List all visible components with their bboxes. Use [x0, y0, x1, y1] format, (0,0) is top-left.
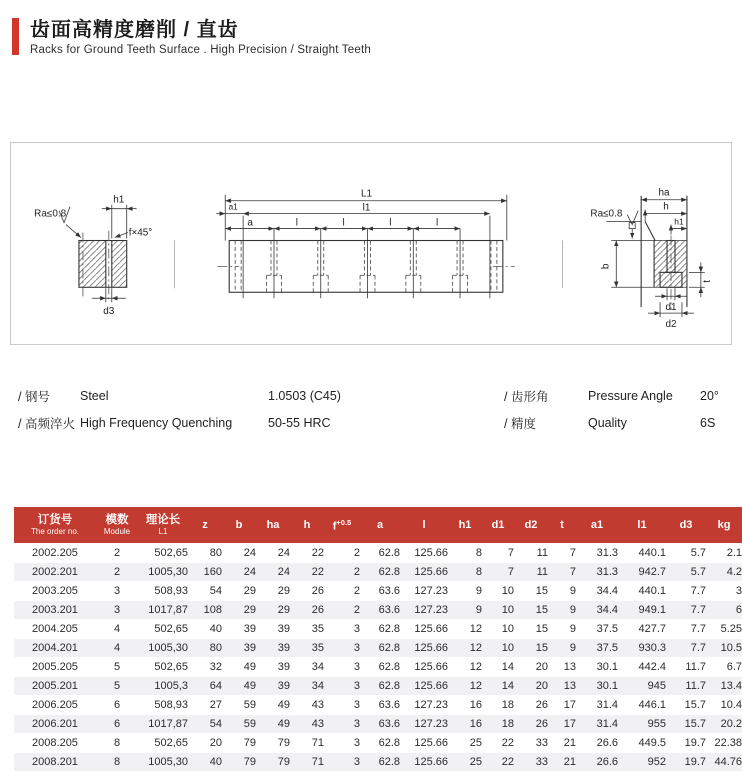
- table-cell-ha: 39: [277, 642, 290, 654]
- table-cell-f: 3: [353, 699, 360, 711]
- dim-label-h1-left: h1: [113, 194, 125, 206]
- column-header-d2: d2: [514, 507, 548, 544]
- table-cell-d1: 10: [501, 623, 514, 635]
- dim-label-d1: d1: [665, 302, 677, 314]
- table-cell-kg: 3: [735, 585, 742, 597]
- dim-label-ha: ha: [658, 187, 670, 199]
- table-cell-d2: 33: [535, 737, 548, 749]
- table-cell-d2: 26: [535, 699, 548, 711]
- table-cell-module: 3: [113, 585, 121, 597]
- table-cell-f: 3: [353, 718, 360, 730]
- table-cell-f: 3: [353, 737, 360, 749]
- accent-bar: [12, 18, 19, 55]
- table-cell-module: 3: [113, 604, 121, 616]
- column-header-kg: kg: [706, 507, 742, 544]
- table-cell-module: 5: [113, 680, 121, 692]
- table-cell-length: 508,93: [154, 699, 188, 711]
- table-cell-t: 9: [569, 623, 576, 635]
- table-cell-d2: 15: [535, 642, 548, 654]
- technical-drawing: [11, 143, 731, 344]
- table-cell-z: 40: [209, 623, 222, 635]
- table-cell-d3: 5.7: [690, 547, 706, 559]
- table-cell-length: 502,65: [154, 737, 188, 749]
- table-cell-h: 22: [311, 547, 324, 559]
- table-cell-kg: 22.38: [714, 737, 742, 749]
- table-cell-kg: 6: [735, 604, 742, 616]
- table-cell-ha: 29: [277, 585, 290, 597]
- column-header-module: 模数 Module: [96, 507, 138, 544]
- table-cell-d1: 14: [501, 680, 514, 692]
- table-cell-a1: 37.5: [596, 642, 618, 654]
- table-cell-ha: 24: [277, 566, 290, 578]
- table-cell-length: 1017,87: [148, 718, 188, 730]
- table-cell-a1: 37.5: [596, 623, 618, 635]
- table-cell-h: 71: [311, 737, 324, 749]
- table-cell-l: 125.66: [414, 737, 448, 749]
- table-cell-a: 62.8: [378, 756, 400, 768]
- column-header-l: l: [400, 507, 448, 544]
- table-cell-ha: 24: [277, 547, 290, 559]
- page-title: 齿面高精度磨削 / 直齿: [30, 19, 239, 41]
- table-cell-a1: 31.3: [596, 547, 618, 559]
- table-cell-length: 502,65: [154, 623, 188, 635]
- table-cell-d3: 5.7: [690, 566, 706, 578]
- dim-label-ra-right: Ra≤0.8: [590, 208, 623, 220]
- table-cell-b: 59: [243, 699, 256, 711]
- table-cell-z: 54: [209, 718, 222, 730]
- spec-label-zh: / 齿形角: [504, 389, 549, 404]
- table-row: [14, 734, 742, 753]
- table-cell-a1: 31.3: [596, 566, 618, 578]
- table-cell-d1: 7: [507, 547, 514, 559]
- table-cell-t: 17: [563, 699, 576, 711]
- table-cell-h1: 12: [469, 661, 482, 673]
- spec-value: 20°: [700, 388, 719, 403]
- table-cell-z: 80: [209, 642, 222, 654]
- dim-label-a1: a1: [228, 201, 238, 212]
- table-cell-kg: 10.4: [720, 699, 742, 711]
- table-cell-h: 35: [311, 623, 324, 635]
- table-cell-ha: 39: [277, 680, 290, 692]
- table-cell-f: 2: [353, 585, 360, 597]
- table-cell-f: 3: [353, 642, 360, 654]
- table-cell-d3: 7.7: [690, 623, 706, 635]
- table-cell-a: 62.8: [378, 623, 400, 635]
- table-cell-f: 2: [353, 604, 360, 616]
- column-header-order: 订货号 The order no.: [14, 507, 96, 544]
- table-row: [14, 582, 742, 601]
- column-header-l1: l1: [618, 507, 666, 544]
- table-cell-d3: 11.7: [685, 680, 706, 692]
- table-cell-z: 27: [209, 699, 222, 711]
- table-cell-l: 125.66: [414, 547, 448, 559]
- spec-value: 1.0503 (C45): [268, 388, 341, 403]
- dim-label-chamfer: f×45°: [128, 227, 153, 239]
- table-cell-d3: 19.7: [684, 737, 706, 749]
- table-cell-z: 20: [209, 737, 222, 749]
- column-header-f: $f^{+0.5}$: [324, 507, 360, 544]
- table-cell-d1: 10: [501, 642, 514, 654]
- table-cell-z: 64: [209, 680, 222, 692]
- table-cell-l1: 440.1: [638, 585, 666, 597]
- table-cell-l: 125.66: [414, 566, 448, 578]
- table-cell-d2: 15: [535, 623, 548, 635]
- table-cell-d3: 15.7: [684, 718, 706, 730]
- spec-value: 50-55 HRC: [268, 415, 331, 430]
- table-cell-a1: 31.4: [596, 699, 618, 711]
- table-cell-d2: 20: [535, 661, 548, 673]
- table-cell-module: 2: [113, 547, 121, 559]
- table-cell-a1: 30.1: [596, 661, 618, 673]
- table-row: [14, 715, 742, 734]
- table-cell-d1: 22: [501, 737, 514, 749]
- table-cell-l: 125.66: [414, 623, 448, 635]
- table-cell-b: 49: [243, 661, 256, 673]
- table-cell-length: 502,65: [154, 547, 188, 559]
- table-cell-length: 1005,30: [148, 566, 188, 578]
- column-header-d1: d1: [482, 507, 514, 544]
- table-cell-kg: 20.2: [720, 718, 742, 730]
- table-row: [14, 544, 742, 563]
- table-cell-kg: 13.4: [720, 680, 742, 692]
- table-cell-d3: 15.7: [684, 699, 706, 711]
- table-cell-h: 71: [311, 756, 324, 768]
- table-cell-length: 1005,3: [154, 680, 188, 692]
- table-cell-order: 2002.205: [32, 547, 78, 559]
- table-cell-d1: 14: [501, 661, 514, 673]
- specs-left-group: [18, 382, 490, 436]
- table-cell-t: 9: [569, 642, 576, 654]
- table-cell-kg: 5.25: [720, 623, 742, 635]
- table-cell-b: 24: [243, 566, 256, 578]
- table-cell-t: 9: [569, 604, 576, 616]
- table-row: [14, 677, 742, 696]
- page-subtitle: Racks for Ground Teeth Surface . High Precision / Straight Teeth: [30, 44, 371, 56]
- table-cell-z: 160: [203, 566, 222, 578]
- table-cell-f: 2: [353, 547, 360, 559]
- table-cell-l: 125.66: [414, 680, 448, 692]
- table-cell-h1: 12: [469, 680, 482, 692]
- table-cell-h: 35: [311, 642, 324, 654]
- spec-label-zh: / 钢号: [18, 389, 50, 404]
- table-cell-f: 3: [353, 623, 360, 635]
- dim-label-L1: L1: [360, 188, 373, 200]
- table-cell-b: 29: [243, 585, 256, 597]
- table-cell-l: 125.66: [414, 642, 448, 654]
- table-cell-b: 59: [243, 718, 256, 730]
- table-cell-module: 6: [113, 718, 121, 730]
- table-cell-l: 127.23: [414, 718, 448, 730]
- table-cell-kg: 44.76: [714, 756, 742, 768]
- table-cell-a1: 34.4: [596, 604, 618, 616]
- spec-value: 6S: [700, 415, 716, 430]
- table-cell-ha: 29: [277, 604, 290, 616]
- table-cell-h: 26: [311, 585, 324, 597]
- table-cell-order: 2005.201: [32, 680, 78, 692]
- table-cell-l1: 446.1: [638, 699, 666, 711]
- dim-label-l-3: l: [389, 217, 392, 229]
- table-cell-length: 1005,30: [148, 756, 188, 768]
- table-cell-module: 4: [113, 642, 121, 654]
- column-header-length: 理论长 L1: [138, 507, 188, 544]
- table-cell-h1: 16: [469, 699, 482, 711]
- table-cell-t: 21: [563, 756, 576, 768]
- dim-label-d3: d3: [103, 306, 115, 318]
- table-cell-h: 34: [311, 661, 324, 673]
- table-cell-length: 1017,87: [148, 604, 188, 616]
- column-header-d3: d3: [666, 507, 706, 544]
- column-header-b: b: [222, 507, 256, 544]
- table-cell-d3: 19.7: [684, 756, 706, 768]
- table-cell-l1: 942.7: [638, 566, 666, 578]
- table-cell-module: 6: [113, 699, 121, 711]
- dim-label-t: t: [701, 279, 713, 283]
- table-cell-h1: 9: [475, 604, 482, 616]
- table-cell-h1: 8: [475, 566, 482, 578]
- table-cell-t: 7: [569, 547, 576, 559]
- table-cell-kg: 6.7: [726, 661, 742, 673]
- table-cell-module: 2: [113, 566, 121, 578]
- table-cell-a: 63.6: [378, 604, 400, 616]
- table-cell-l: 125.66: [414, 661, 448, 673]
- drawing-panel: [10, 142, 732, 345]
- table-cell-a: 63.6: [378, 585, 400, 597]
- column-header-h1: h1: [448, 507, 482, 544]
- table-cell-l: 125.66: [414, 756, 448, 768]
- table-cell-d1: 7: [507, 566, 514, 578]
- table-cell-h1: 8: [475, 547, 482, 559]
- table-cell-z: 80: [209, 547, 222, 559]
- table-cell-order: 2004.201: [32, 642, 78, 654]
- table-cell-d3: 7.7: [690, 642, 706, 654]
- specs-panel: [18, 382, 730, 436]
- table-cell-kg: 10.5: [720, 642, 742, 654]
- table-cell-l1: 955: [647, 718, 666, 730]
- specs-right-group: [490, 382, 730, 436]
- table-cell-h1: 25: [469, 737, 482, 749]
- table-cell-d2: 15: [535, 585, 548, 597]
- column-header-ha: ha: [256, 507, 290, 544]
- dim-label-a: a: [247, 217, 253, 229]
- table-cell-length: 502,65: [154, 661, 188, 673]
- table-cell-t: 9: [569, 585, 576, 597]
- column-header-a: a: [360, 507, 400, 544]
- column-header-t: t: [548, 507, 576, 544]
- table-cell-b: 39: [243, 623, 256, 635]
- table-cell-a: 62.8: [378, 661, 400, 673]
- table-cell-d1: 10: [501, 585, 514, 597]
- table-cell-ha: 79: [277, 737, 290, 749]
- table-cell-a1: 26.6: [596, 756, 618, 768]
- table-cell-z: 54: [209, 585, 222, 597]
- table-cell-ha: 49: [277, 699, 290, 711]
- table-cell-l1: 442.4: [638, 661, 666, 673]
- table-cell-f: 3: [353, 680, 360, 692]
- table-cell-l1: 449.5: [638, 737, 666, 749]
- table-cell-d1: 22: [501, 756, 514, 768]
- table-cell-ha: 39: [277, 661, 290, 673]
- title-block: [30, 18, 371, 56]
- table-cell-t: 13: [563, 661, 576, 673]
- table-body: [14, 544, 742, 772]
- table-row: [14, 658, 742, 677]
- table-cell-t: 17: [563, 718, 576, 730]
- dim-label-l-4: l: [436, 217, 439, 229]
- table-cell-d2: 20: [535, 680, 548, 692]
- table-cell-kg: 2.1: [726, 547, 742, 559]
- table-cell-z: 108: [203, 604, 222, 616]
- table-row: [14, 639, 742, 658]
- spec-label-en: Pressure Angle: [588, 388, 673, 403]
- spec-label-en: Steel: [80, 388, 109, 403]
- spec-table: [14, 507, 742, 772]
- table-cell-l: 127.23: [414, 604, 448, 616]
- table-header-row: [14, 507, 742, 544]
- table-cell-h: 43: [311, 699, 324, 711]
- table-cell-h: 26: [311, 604, 324, 616]
- table-cell-module: 8: [113, 737, 121, 749]
- dim-label-l1: l1: [362, 202, 371, 214]
- table-cell-order: 2005.205: [32, 661, 78, 673]
- table-cell-d2: 11: [536, 566, 548, 578]
- table-cell-d3: 7.7: [690, 604, 706, 616]
- dim-label-l-1: l: [295, 217, 298, 229]
- table-cell-h: 43: [311, 718, 324, 730]
- spec-label-en: Quality: [588, 415, 627, 430]
- table-cell-t: 7: [569, 566, 576, 578]
- front-view: [216, 189, 515, 298]
- column-header-a1: a1: [576, 507, 618, 544]
- table-cell-a: 62.8: [378, 642, 400, 654]
- dim-label-d2: d2: [665, 319, 677, 331]
- table-cell-b: 24: [243, 547, 256, 559]
- table-cell-a: 63.6: [378, 718, 400, 730]
- table-cell-order: 2006.205: [32, 699, 78, 711]
- side-section-view: [590, 188, 712, 330]
- table-cell-l: 127.23: [414, 585, 448, 597]
- table-row: [14, 753, 742, 772]
- table-cell-ha: 49: [277, 718, 290, 730]
- table-cell-b: 79: [243, 737, 256, 749]
- table-cell-z: 40: [209, 756, 222, 768]
- table-cell-d1: 18: [501, 718, 514, 730]
- table-cell-h1: 25: [469, 756, 482, 768]
- column-header-h: h: [290, 507, 324, 544]
- table-cell-f: 3: [353, 756, 360, 768]
- spec-label-zh: / 高频淬火: [18, 416, 75, 431]
- dim-label-l-2: l: [342, 217, 345, 229]
- table-cell-l1: 427.7: [638, 623, 666, 635]
- table-cell-b: 39: [243, 642, 256, 654]
- table-row: [14, 563, 742, 582]
- table-cell-f: 3: [353, 661, 360, 673]
- table-cell-h1: 12: [469, 623, 482, 635]
- table-cell-module: 5: [113, 661, 121, 673]
- table-cell-d2: 15: [535, 604, 548, 616]
- table-cell-order: 2004.205: [32, 623, 78, 635]
- table-cell-order: 2003.205: [32, 585, 78, 597]
- table-cell-d2: 11: [536, 547, 548, 559]
- spec-label-en: High Frequency Quenching: [80, 415, 233, 430]
- table-cell-l1: 440.1: [638, 547, 666, 559]
- table-cell-module: 4: [113, 623, 121, 635]
- table-cell-h1: 16: [469, 718, 482, 730]
- table-cell-ha: 39: [277, 623, 290, 635]
- table-cell-l1: 930.3: [638, 642, 666, 654]
- table-cell-b: 79: [243, 756, 256, 768]
- table-row: [14, 620, 742, 639]
- table-cell-b: 49: [243, 680, 256, 692]
- table-cell-d1: 10: [501, 604, 514, 616]
- table-cell-f: 2: [353, 566, 360, 578]
- table-cell-a1: 31.4: [596, 718, 618, 730]
- dim-label-h1-right: h1: [674, 216, 684, 227]
- table-cell-order: 2002.201: [32, 566, 78, 578]
- view-divider: [174, 241, 562, 289]
- table-cell-l1: 945: [647, 680, 666, 692]
- table-cell-a1: 30.1: [596, 680, 618, 692]
- table-cell-a1: 26.6: [596, 737, 618, 749]
- table-cell-kg: 4.2: [726, 566, 742, 578]
- page-header: [12, 18, 371, 56]
- table-cell-h: 22: [311, 566, 324, 578]
- column-header-z: z: [188, 507, 222, 544]
- table-cell-d1: 18: [501, 699, 514, 711]
- table-cell-module: 8: [113, 756, 121, 768]
- dim-label-ra-left: Ra≤0.8: [34, 208, 67, 220]
- table-cell-d2: 33: [535, 756, 548, 768]
- dim-label-b: b: [600, 263, 612, 270]
- table-cell-b: 29: [243, 604, 256, 616]
- table-cell-h: 34: [311, 680, 324, 692]
- table-cell-z: 32: [209, 661, 222, 673]
- table-cell-d3: 7.7: [690, 585, 706, 597]
- table-cell-d2: 26: [535, 718, 548, 730]
- table-cell-a: 62.8: [378, 547, 400, 559]
- table-cell-h1: 9: [475, 585, 482, 597]
- left-end-view: [34, 195, 152, 317]
- table-cell-order: 2008.201: [32, 756, 78, 768]
- table-cell-a: 62.8: [378, 566, 400, 578]
- table-cell-a: 63.6: [378, 699, 400, 711]
- table-cell-a: 62.8: [378, 737, 400, 749]
- table-cell-order: 2006.201: [32, 718, 78, 730]
- table-cell-order: 2008.205: [32, 737, 78, 749]
- table-cell-length: 1005,30: [148, 642, 188, 654]
- spec-label-zh: / 精度: [504, 416, 536, 431]
- table-cell-l1: 952: [647, 756, 666, 768]
- table-cell-a1: 34.4: [596, 585, 618, 597]
- table-cell-a: 62.8: [378, 680, 400, 692]
- table-cell-ha: 79: [277, 756, 290, 768]
- table-row: [14, 696, 742, 715]
- table-cell-t: 13: [563, 680, 576, 692]
- table-cell-h1: 12: [469, 642, 482, 654]
- dim-label-h: h: [663, 201, 669, 213]
- table-cell-t: 21: [563, 737, 576, 749]
- table-cell-length: 508,93: [154, 585, 188, 597]
- table-cell-d3: 11.7: [685, 661, 706, 673]
- table-row: [14, 601, 742, 620]
- table-cell-l1: 949.1: [638, 604, 666, 616]
- table-cell-l: 127.23: [414, 699, 448, 711]
- table-cell-order: 2003.201: [32, 604, 78, 616]
